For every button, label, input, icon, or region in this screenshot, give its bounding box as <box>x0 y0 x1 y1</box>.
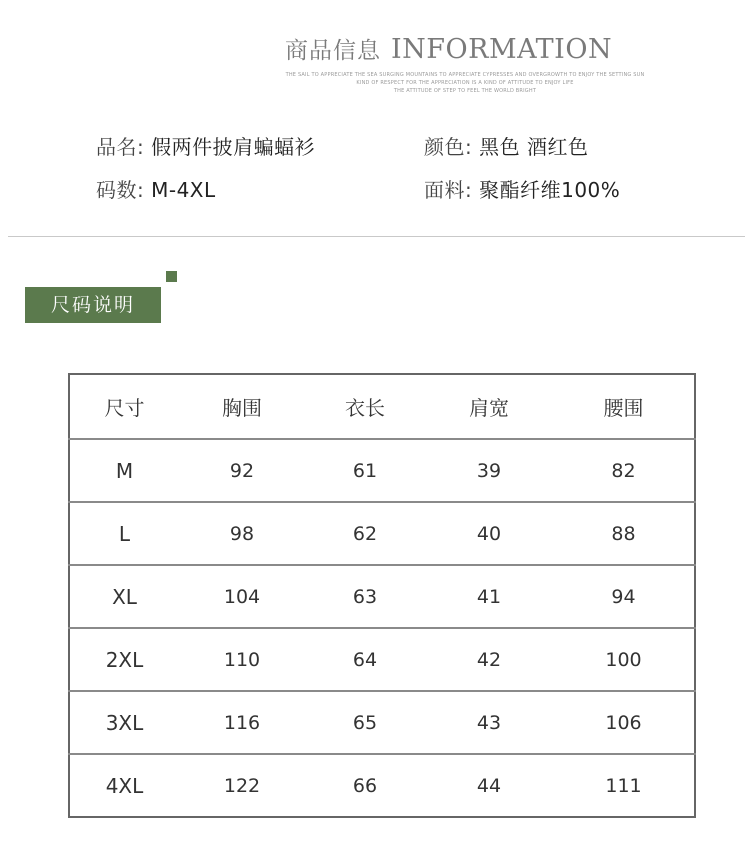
product-fabric-field <box>424 174 620 203</box>
table-row <box>69 754 695 817</box>
cell-size: 4XL <box>69 754 179 817</box>
cell-length: 66 <box>305 754 425 817</box>
header-length: 衣长 <box>345 396 385 420</box>
subtitle-line: KIND OF RESPECT FOR THE APPRECIATION IS A KIND OF ATTITUDE TO ENJOY LIFE <box>356 80 574 86</box>
subtitle-line: THE SAIL TO APPRECIATE THE SEA SURGING MOUNTAINS TO APPRECIATE CYPRESSES AND OVERGROWTH TO ENJOY THE SETTING SUN <box>285 72 645 78</box>
title-chinese: 商品信息 <box>285 38 381 64</box>
cell-waist: 106 <box>553 691 695 754</box>
size-guide-badge: 尺码说明 <box>25 287 161 323</box>
cell-chest: 116 <box>179 691 305 754</box>
cell-length: 63 <box>305 565 425 628</box>
table-row <box>69 628 695 691</box>
header-size: 尺寸 <box>104 396 145 420</box>
title-english: INFORMATION <box>391 34 613 65</box>
product-name-value: 假两件披肩蝙蝠衫 <box>151 135 316 159</box>
section-divider <box>8 236 745 237</box>
cell-chest: 92 <box>179 439 305 502</box>
product-color-value: 黑色 酒红色 <box>479 135 589 159</box>
cell-waist: 100 <box>553 628 695 691</box>
header-chest: 胸围 <box>222 396 262 420</box>
cell-length: 64 <box>305 628 425 691</box>
title-subtitle <box>285 71 645 95</box>
product-color-label: 颜色: <box>424 135 473 159</box>
cell-length: 62 <box>305 502 425 565</box>
cell-waist: 94 <box>553 565 695 628</box>
table-row <box>69 691 695 754</box>
cell-length: 61 <box>305 439 425 502</box>
cell-chest: 110 <box>179 628 305 691</box>
table-row <box>69 502 695 565</box>
cell-size: 2XL <box>69 628 179 691</box>
product-color-field <box>424 131 588 160</box>
info-title <box>285 32 665 65</box>
cell-length: 65 <box>305 691 425 754</box>
product-size-label: 码数: <box>96 178 145 202</box>
cell-shoulder: 44 <box>425 754 553 817</box>
cell-size: 3XL <box>69 691 179 754</box>
product-name-field <box>96 131 315 160</box>
cell-size: L <box>69 502 179 565</box>
product-fabric-label: 面料: <box>424 178 473 202</box>
subtitle-line: THE ATTITUDE OF STEP TO FEEL THE WORLD BRIGHT <box>393 88 537 94</box>
header-waist: 腰围 <box>603 396 644 420</box>
cell-size: XL <box>69 565 179 628</box>
table-row <box>69 565 695 628</box>
product-fabric-value: 聚酯纤维100% <box>479 178 621 202</box>
cell-waist: 82 <box>553 439 695 502</box>
cell-chest: 122 <box>179 754 305 817</box>
cell-shoulder: 41 <box>425 565 553 628</box>
cell-shoulder: 40 <box>425 502 553 565</box>
cell-shoulder: 39 <box>425 439 553 502</box>
cell-chest: 104 <box>179 565 305 628</box>
header-shoulder: 肩宽 <box>469 396 509 420</box>
cell-shoulder: 42 <box>425 628 553 691</box>
product-size-value: M-4XL <box>151 178 216 202</box>
table-header-row <box>69 374 695 439</box>
size-chart-table <box>68 373 696 818</box>
cell-shoulder: 43 <box>425 691 553 754</box>
product-size-range-field <box>96 174 216 203</box>
table-row <box>69 439 695 502</box>
cell-waist: 88 <box>553 502 695 565</box>
product-name-label: 品名: <box>96 135 145 159</box>
cell-size: M <box>69 439 179 502</box>
cell-waist: 111 <box>553 754 695 817</box>
badge-accent-square <box>166 271 177 282</box>
info-title-block <box>285 32 665 95</box>
cell-chest: 98 <box>179 502 305 565</box>
